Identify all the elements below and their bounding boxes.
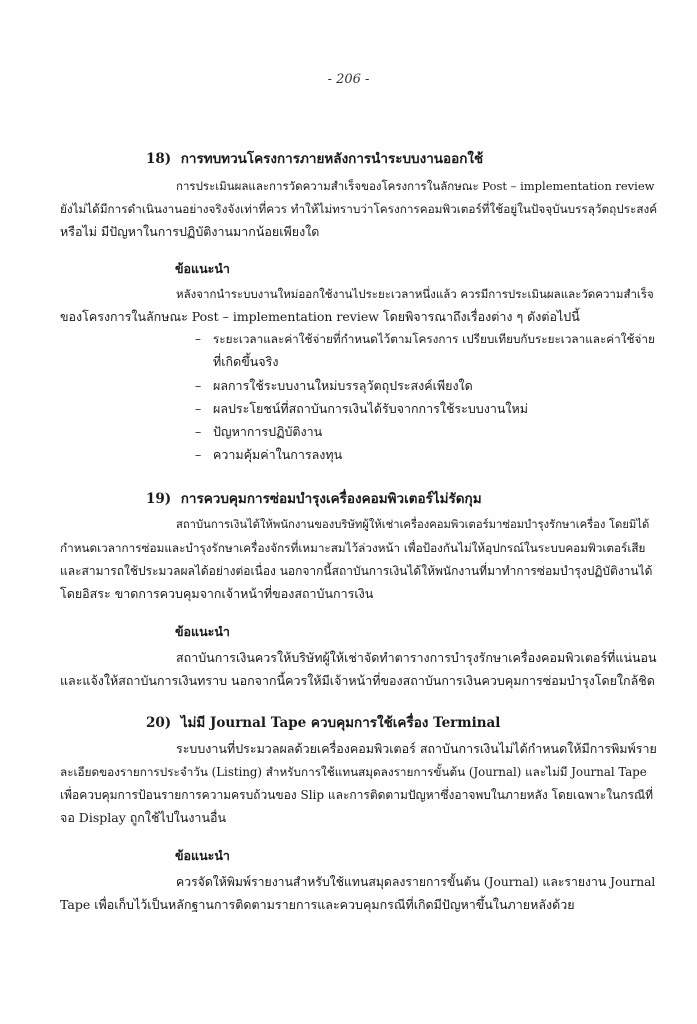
dash-marker: – (195, 378, 202, 393)
paragraph-line: ละเอียดของรายการประจำวัน (Listing) สำหรับการใช้แทนสมุดลงรายการขั้นต้น (Journal) และไม่มี Journal Tape (60, 765, 647, 779)
section-title: การทบทวนโครงการภายหลังการนำระบบงานออกใช้ (180, 151, 484, 167)
section-heading-18 (146, 147, 483, 169)
page-number: - 206 - (327, 72, 370, 87)
paragraph-line: เพื่อควบคุมการป้อนรายการความครบถ้วนของ Slip และการติดตามปัญหาซึ่งอาจพบในภายหลัง โดยเฉพาะในกรณีที่ (60, 788, 654, 802)
recommendation-heading: ข้อแนะนำ (175, 261, 230, 276)
paragraph-line: Tape เพื่อเก็บไว้เป็นหลักฐานการติดตามรายการและควบคุมกรณีที่เกิดมีปัญหาขึ้นในภายหลังด้วย (60, 897, 575, 912)
bullet-item: – ระยะเวลาและค่าใช้จ่ายที่กำหนดไว้ตามโครงการ เปรียบเทียบกับระยะเวลาและค่าใช้จ่าย (195, 332, 655, 346)
paragraph-line: ระบบงานที่ประมวลผลด้วยเครื่องคอมพิวเตอร์ สถาบันการเงินไม่ได้กำหนดให้มีการพิมพ์ราย (176, 741, 657, 756)
paragraph-line: หลังจากนำระบบงานใหม่ออกใช้งานไประยะเวลาหนึ่งแล้ว ควรมีการประเมินผลและวัดความสำเร็จ (176, 287, 654, 301)
section-number: 19) (146, 491, 172, 507)
recommendation-heading: ข้อแนะนำ (175, 848, 230, 863)
paragraph-line: จอ Display ถูกใช้ไปในงานอื่น (60, 810, 227, 825)
paragraph-line: ควรจัดให้พิมพ์รายงานสำหรับใช้แทนสมุดลงรายการขั้นต้น (Journal) และรายงาน Journal (176, 875, 656, 889)
paragraph-line: หรือไม่ มีปัญหาในการปฏิบัติงานมากน้อยเพียงใด (60, 224, 320, 239)
section-number: 18) (146, 151, 172, 167)
bullet-item: – ผลประโยชน์ที่สถาบันการเงินได้รับจากการใช้ระบบงานใหม่ (195, 401, 528, 416)
section-heading-19 (146, 487, 482, 509)
bullet-item: – ความคุ้มค่าในการลงทุน (195, 447, 343, 462)
section-title: ไม่มี Journal Tape ควบคุมการใช้เครื่อง Terminal (180, 715, 501, 731)
paragraph-line: สถาบันการเงินควรให้บริษัทผู้ให้เช่าจัดทำตารางการบำรุงรักษาเครื่องคอมพิวเตอร์ที่แน่นอน (176, 650, 657, 665)
bullet-continuation: ที่เกิดขึ้นจริง (213, 354, 279, 369)
paragraph-line: ของโครงการในลักษณะ Post – implementation review โดยพิจารณาถึงเรื่องต่าง ๆ ดังต่อไปนี้ (60, 309, 580, 324)
bullet-item: – ผลการใช้ระบบงานใหม่บรรลุวัตถุประสงค์เพียงใด (195, 378, 473, 393)
paragraph-line: การประเมินผลและการวัดความสำเร็จของโครงการในลักษณะ Post – implementation review (176, 179, 655, 193)
recommendation-heading: ข้อแนะนำ (175, 624, 230, 639)
dash-marker: – (195, 401, 202, 416)
dash-marker: – (195, 332, 201, 346)
section-number: 20) (146, 715, 172, 731)
paragraph-line: และแจ้งให้สถาบันการเงินทราบ นอกจากนี้ควรให้มีเจ้าหน้าที่ของสถาบันการเงินควบคุมการซ่อมบำรุงโดยใกล้ชิด (60, 673, 655, 688)
paragraph-line: ยังไม่ได้มีการดำเนินงานอย่างจริงจังเท่าที่ควร ทำให้ไม่ทราบว่าโครงการคอมพิวเตอร์ที่ใช้อยู่ในปัจจุบันบรรลุวัตถุประสงค์ (60, 202, 658, 216)
dash-marker: – (195, 447, 202, 462)
paragraph-line: กำหนดเวลาการซ่อมและบำรุงรักษาเครื่องจักรที่เหมาะสมไว้ล่วงหน้า เพื่อป้องกันไม่ให้อุปกรณ์ในระบบคอมพิวเตอร์เสีย (60, 541, 646, 555)
paragraph-line: สถาบันการเงินได้ให้พนักงานของบริษัทผู้ให้เช่าเครื่องคอมพิวเตอร์มาซ่อมบำรุงรักษาเครื่อง โดยมิได้ (176, 518, 650, 531)
bullet-item: – ปัญหาการปฏิบัติงาน (195, 424, 323, 439)
paragraph-line: โดยอิสระ ขาดการควบคุมจากเจ้าหน้าที่ของสถาบันการเงิน (60, 586, 374, 601)
section-title: การควบคุมการซ่อมบำรุงเครื่องคอมพิวเตอร์ไม่รัดกุม (180, 491, 482, 507)
dash-marker: – (195, 424, 202, 439)
paragraph-line: และสามารถใช้ประมวลผลได้อย่างต่อเนื่อง นอกจากนี้สถาบันการเงินได้ให้พนักงานที่มาทำการซ่อมบำรุงปฏิบัติงานได้ (60, 564, 653, 578)
section-heading-20 (146, 711, 500, 733)
